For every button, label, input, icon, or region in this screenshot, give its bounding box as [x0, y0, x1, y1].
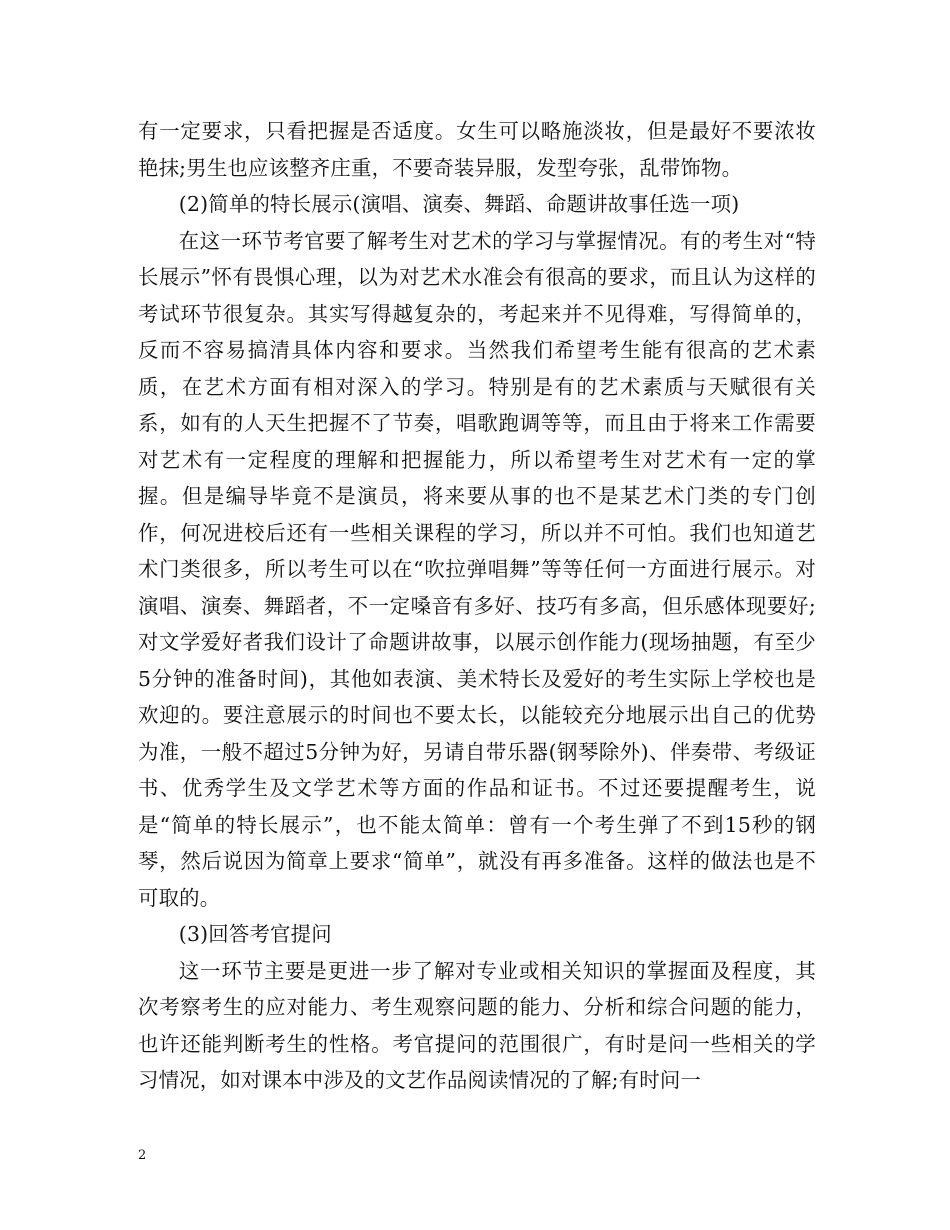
section-heading-talent-display: (2)简单的特长展示(演唱、演奏、舞蹈、命题讲故事任选一项) [178, 192, 740, 216]
paragraph-talent-display: 在这一环节考官要了解考生对艺术的学习与掌握情况。有的考生对“特长展示”怀有畏惧心理，以为对艺术水准会有很高的要求，而且认为这样的考试环节很复杂。其实写得越复杂的，考起来并不见得难，写得简单的，反而不容易搞清具体内容和要求。当然我们希望考生能有很高的艺术素质，在艺术方面有相对深入的学习。特别是有的艺术素质与天赋很有关系，如有的人天生把握不了节奏，唱歌跑调等等，而且由于将来工作需要对艺术有一定程度的理解和把握能力，所以希望考生对艺术有一定的掌握。但是编导毕竟不是演员，将来要从事的也不是某艺术门类的专门创作，何况进校后还有一些相关课程的学习，所以并不可怕。我们也知道艺术门类很多，所以考生可以在“吹拉弹唱舞”等等任何一方面进行展示。对演唱、演奏、舞蹈者，不一定嗓音有多好、技巧有多高，但乐感体现要好;对文学爱好者我们设计了命题讲故事，以展示创作能力(现场抽题，有至少5分钟的准备时间)，其他如表演、美术特长及爱好的考生实际上学校也是欢迎的。要注意展示的时间也不要太长，以能较充分地展示出自己的优势为准，一般不超过5分钟为好，另请自带乐器(钢琴除外)、伴奏带、考级证书、优秀学生及文学艺术等方面的作品和证书。不过还要提醒考生，说是“简单的特长展示”，也不能太简单：曾有一个考生弹了不到15秒的钢琴，然后说因为简章上要求“简单”，就没有再多准备。这样的做法也是不可取的。 [138, 228, 816, 910]
document-body [138, 113, 816, 1099]
paragraph-continued: 有一定要求，只看把握是否适度。女生可以略施淡妆，但是最好不要浓妆艳抹;男生也应该整齐庄重，不要奇装异服，发型夸张，乱带饰物。 [138, 119, 816, 180]
paragraph-answer-questions: 这一环节主要是更进一步了解对专业或相关知识的掌握面及程度，其次考察考生的应对能力、考生观察问题的能力、分析和综合问题的能力，也许还能判断考生的性格。考官提问的范围很广，有时是问一些相关的学习情况，如对课本中涉及的文艺作品阅读情况的了解;有时问一 [138, 958, 816, 1092]
page-number: 2 [138, 1148, 147, 1163]
section-heading-answer-questions: (3)回答考官提问 [178, 922, 332, 946]
